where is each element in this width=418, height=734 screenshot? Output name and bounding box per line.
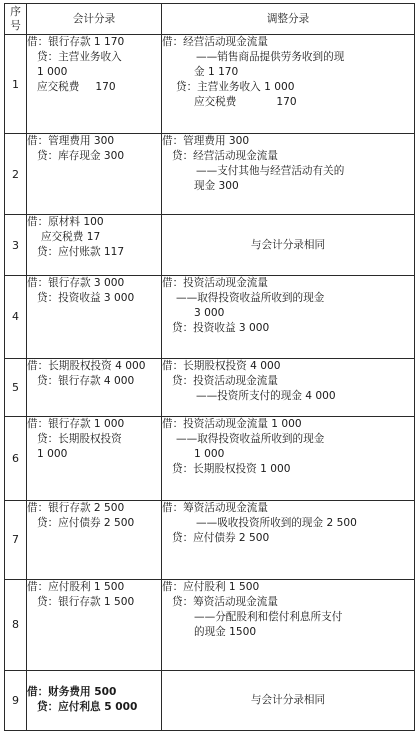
accounting-entry [27,579,162,670]
row-number: 7 [5,500,27,579]
entry-line: 贷：投资收益 3 000 [172,321,270,334]
entry-line: 借：筹资活动现金流量 [162,501,268,514]
entry-line: 贷：经营活动现金流量 [172,150,278,163]
entry-line: 贷：长期股权投资 1 000 [172,463,291,476]
seq-header [5,4,27,35]
adjustment-entry [162,579,415,670]
same-as-accounting-entry: 与会计分录相同 [162,215,415,275]
table-row [5,215,415,275]
entry-line: 贷：主营业务收入 1 000 [176,81,295,94]
table-row [5,359,415,417]
row-number: 2 [5,134,27,215]
accounting-entry [27,500,162,579]
entry-line: 1 000 [37,448,68,461]
table-header-row [5,4,415,35]
entry-line: 贷：投资活动现金流量 [172,375,278,388]
seq-header-line1: 序 [10,6,21,19]
table-row [5,134,415,215]
entry-line: 借：银行存款 3 000 [27,276,125,289]
adjustment-entry [162,275,415,358]
entry-line: 贷：主营业务收入 [37,51,122,64]
adjustment-entry [162,134,415,215]
entry-line: 借：应付股利 1 500 [27,580,125,593]
row-number: 9 [5,670,27,730]
row-number: 5 [5,359,27,417]
accounting-entry [27,275,162,358]
entry-line: 贷：应付债券 2 500 [172,531,270,544]
entry-line: 贷：长期股权投资 [37,433,122,446]
row-number: 6 [5,417,27,500]
entry-line: 贷：应付债券 2 500 [37,516,135,529]
entry-line: 借：管理费用 300 [162,135,250,148]
entry-line: 贷：银行存款 1 500 [37,595,135,608]
row-number: 1 [5,35,27,134]
entry-account: 应交税费 [194,96,237,109]
entry-line: 金 1 170 [194,66,239,79]
table-row [5,579,415,670]
accounting-entry [27,417,162,500]
adjustment-entry-header: 调整分录 [162,4,415,35]
accounting-entry [27,35,162,134]
entry-amount: 170 [95,81,116,94]
entry-line: 借：银行存款 2 500 [27,501,125,514]
entry-line: 借：投资活动现金流量 1 000 [162,418,302,431]
entry-line: 贷：银行存款 4 000 [37,375,135,388]
entry-line: 借：投资活动现金流量 [162,276,268,289]
entry-line: 借：管理费用 300 [27,135,115,148]
seq-header-line2: 号 [10,20,21,33]
entry-line: 借：应付股利 1 500 [162,580,260,593]
entry-line: ——支付其他与经营活动有关的 [196,165,345,178]
entry-line: 借：财务费用 500 [27,686,117,699]
same-as-accounting-entry: 与会计分录相同 [162,670,415,730]
entry-line: 借：银行存款 1 170 [27,36,125,49]
entry-line: 贷：库存现金 300 [37,150,125,163]
entry-line: 借：长期股权投资 4 000 [162,360,281,373]
table-row [5,500,415,579]
entry-line: 现金 300 [194,180,239,193]
row-number: 8 [5,579,27,670]
adjustment-entry [162,35,415,134]
accounting-entry [27,215,162,275]
row-number: 4 [5,275,27,358]
entry-line: ——投资所支付的现金 4 000 [196,390,336,403]
table-row [5,275,415,358]
entry-line: ——取得投资收益所收到的现金 [176,433,325,446]
entry-line: ——吸收投资所收到的现金 2 500 [196,516,357,529]
accounting-entry [27,134,162,215]
entry-line: 的现金 1500 [194,625,257,638]
entry-line: ——分配股利和偿付利息所支付 [194,610,343,623]
entry-line: 应交税费 17 [41,231,101,244]
entry-amount: 170 [276,96,297,109]
entry-line: 3 000 [194,306,225,319]
entry-line: 借：经营活动现金流量 [162,36,268,49]
adjustment-entry [162,500,415,579]
entry-line: 借：银行存款 1 000 [27,418,125,431]
entry-line: 贷：应付账款 117 [37,246,125,259]
accounting-entry [27,670,162,730]
row-number: 3 [5,215,27,275]
table-row [5,670,415,730]
entry-account: 应交税费 [37,81,80,94]
entry-line: ——取得投资收益所收到的现金 [176,291,325,304]
entry-line: ——销售商品提供劳务收到的现 [196,51,345,64]
entry-line: 贷：应付利息 5 000 [37,701,138,714]
entry-line: 借：长期股权投资 4 000 [27,360,146,373]
entry-line: 贷：投资收益 3 000 [37,291,135,304]
journal-adjustment-table [4,3,415,731]
table-row [5,417,415,500]
entry-line: 贷：筹资活动现金流量 [172,595,278,608]
entry-line [162,95,414,110]
entry-line [27,80,161,95]
adjustment-entry [162,359,415,417]
adjustment-entry [162,417,415,500]
entry-line: 借：原材料 100 [27,216,104,229]
entry-line: 1 000 [37,66,68,79]
accounting-entry-header: 会计分录 [27,4,162,35]
accounting-entry [27,359,162,417]
table-row [5,35,415,134]
entry-line: 1 000 [194,448,225,461]
